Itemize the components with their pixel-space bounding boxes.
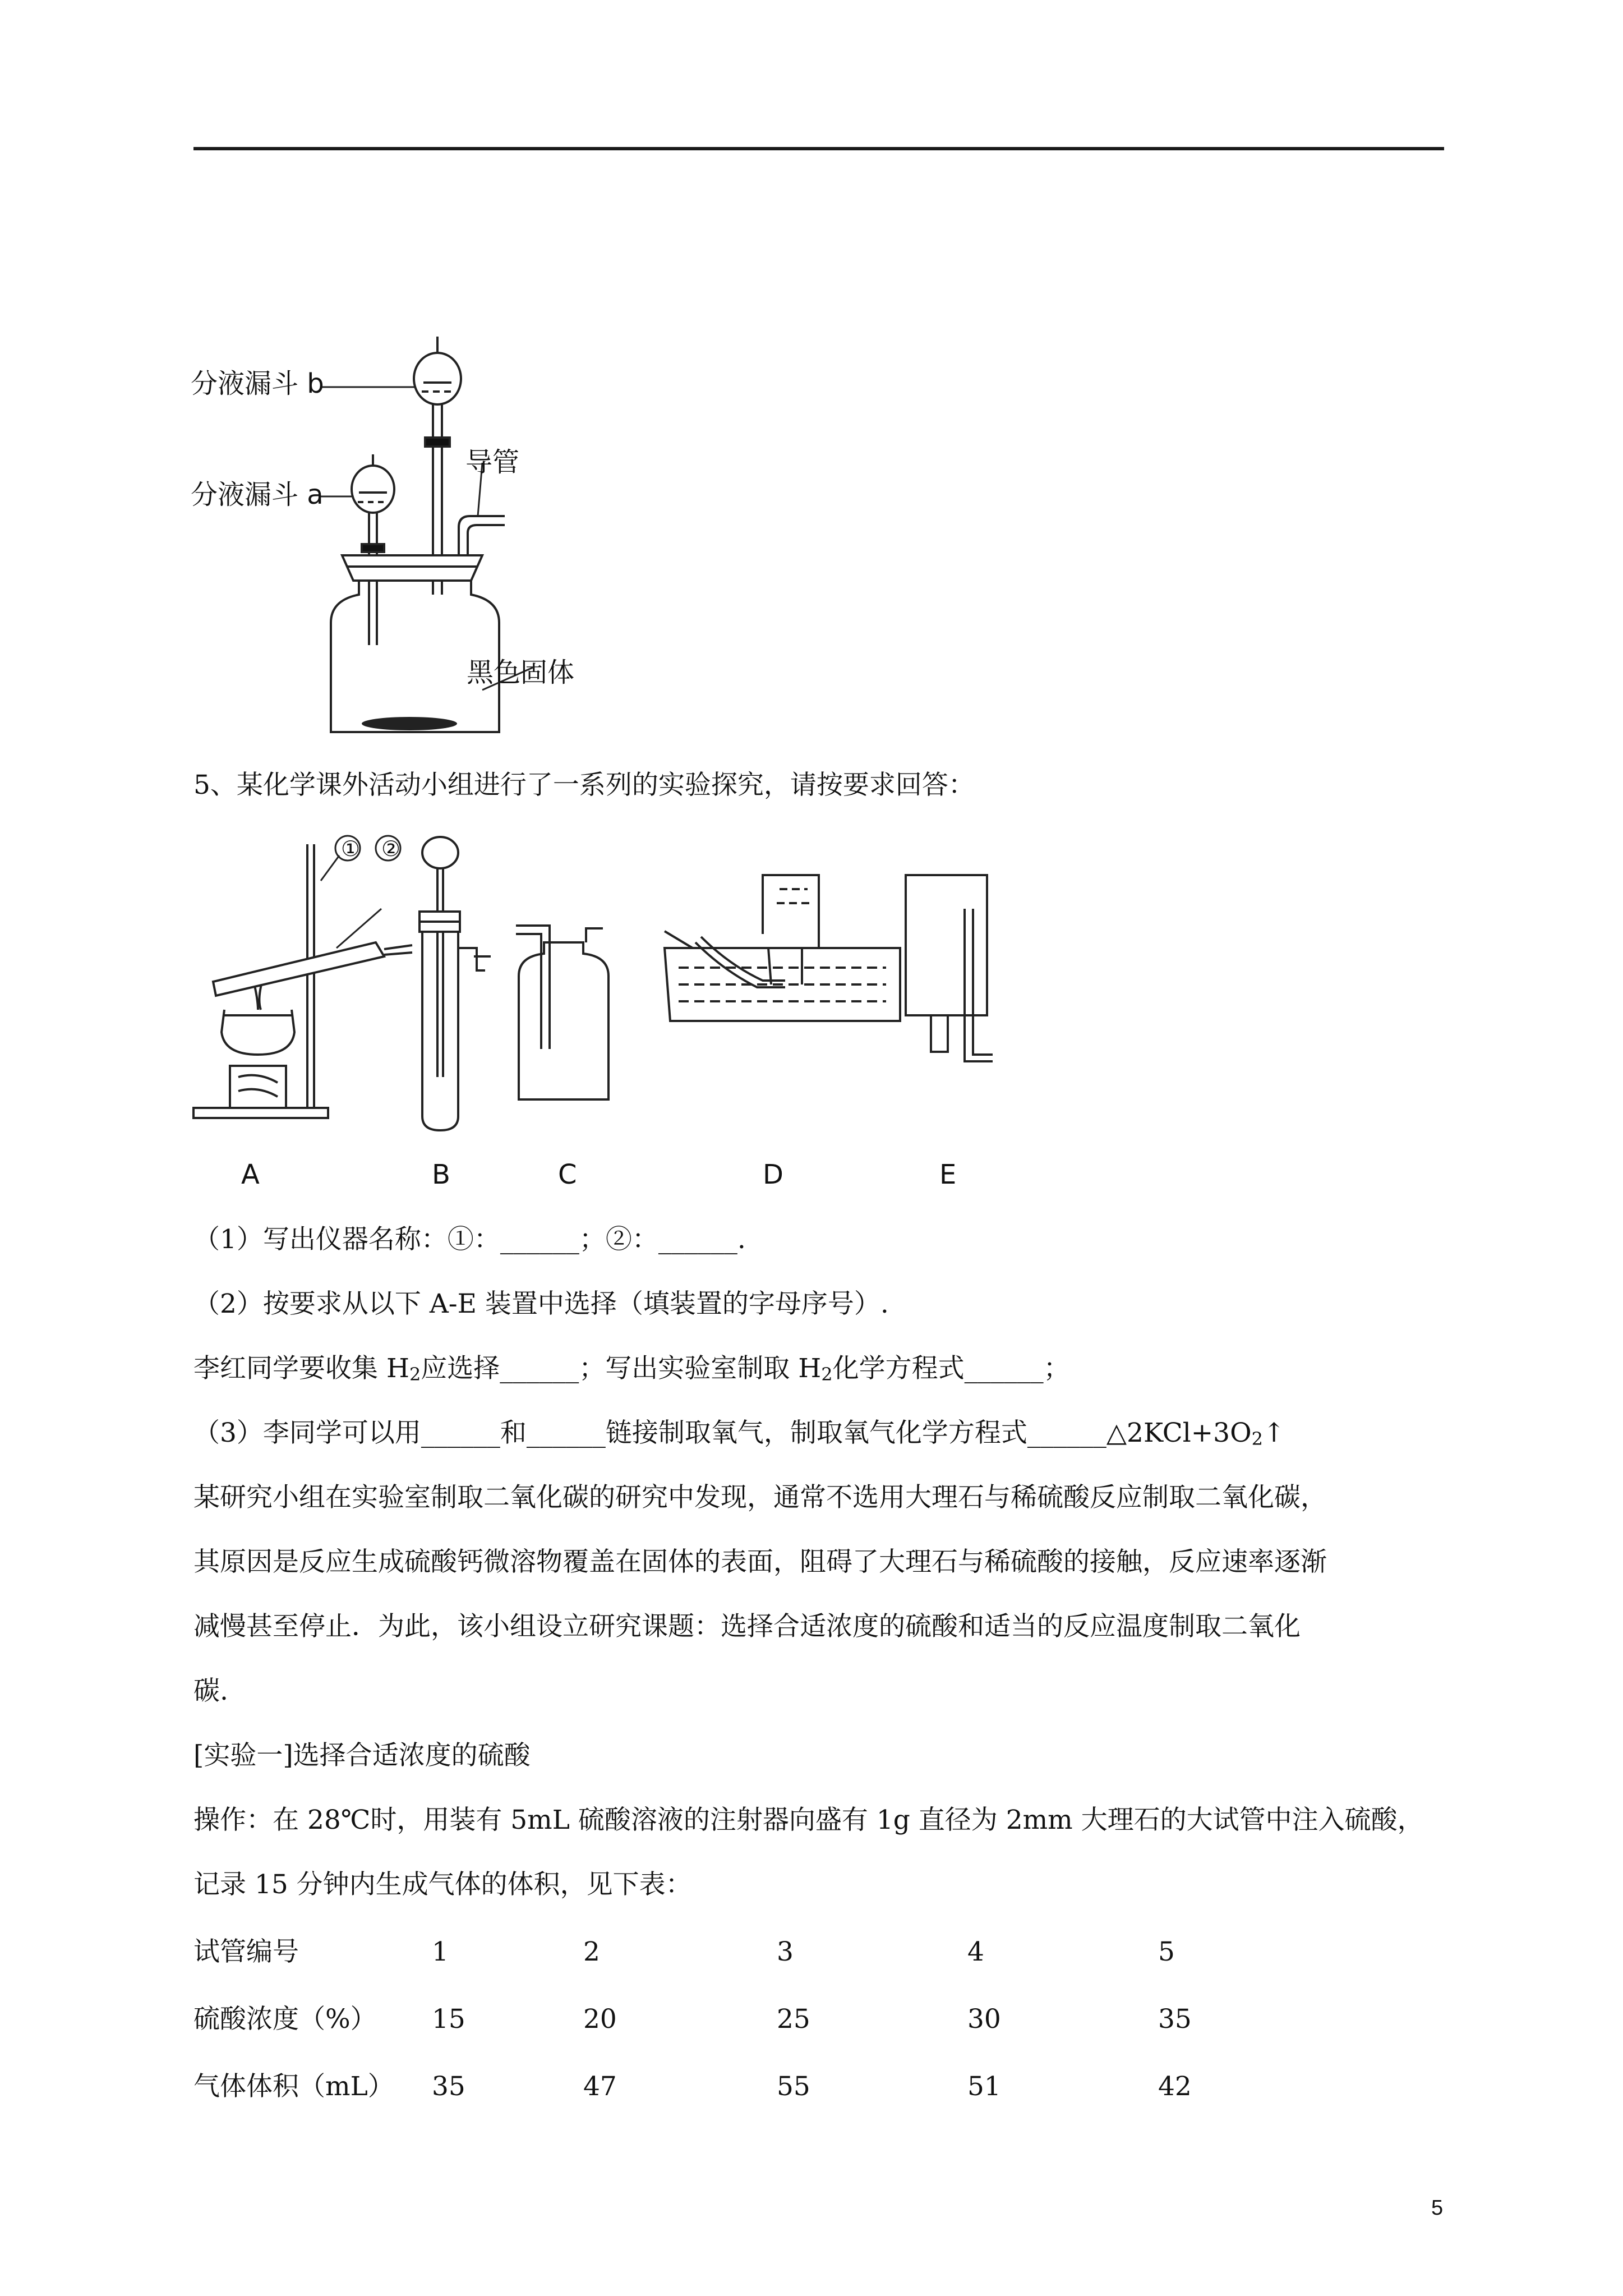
apparatus-label-c: C: [558, 1159, 577, 1190]
operation-line-1: 操作：在 28℃时，用装有 5mL 硫酸溶液的注射器向盛有 1g 直径为 2mm 大理石的大试管中注入硫酸，: [193, 1805, 1424, 1835]
q5-part-3: （3）李同学可以用______和______链接制取氧气，制取氧气化学方程式$\_\_\_\_\_\_\triangle 2KCl+3O_2↑$: [193, 1418, 1285, 1450]
apparatus-a-to-e-figure: [191, 830, 1004, 1200]
q5-part-2-h2: 李红同学要收集 $H_2$应选择______；写出实验室制取 $H_2$化学方程式______；: [193, 1353, 1070, 1385]
apparatus-label-d: D: [763, 1159, 783, 1190]
q5-part-2: （2）按要求从以下 A-E 装置中选择（填装置的字母序号）.: [193, 1289, 889, 1319]
table-cell: 5: [1158, 1936, 1175, 1967]
mark-2: ②: [381, 836, 401, 861]
page-number: 5: [1431, 2196, 1444, 2220]
black-solid-label: 黑色固体: [467, 657, 575, 688]
apparatus-label-e: E: [939, 1159, 957, 1190]
apparatus-label-b: B: [432, 1159, 450, 1190]
research-para-line-2: 其原因是反应生成硫酸钙微溶物覆盖在固体的表面，阻碍了大理石与稀硫酸的接触，反应速率逐渐: [193, 1547, 1327, 1577]
table-cell: 15: [432, 2004, 465, 2035]
table-row-header: 硫酸浓度（%）: [193, 2004, 377, 2035]
q5-part-1: （1）写出仪器名称：①：______；②：______.: [193, 1224, 746, 1255]
table-cell: 1: [432, 1936, 449, 1967]
funnel-b-label: 分液漏斗 b: [191, 368, 324, 399]
question-5-stem: 5、某化学课外活动小组进行了一系列的实验探究，请按要求回答：: [193, 770, 975, 800]
apparatus-label-a: A: [241, 1159, 260, 1190]
header-rule: [193, 147, 1444, 150]
table-cell: 55: [777, 2071, 810, 2102]
funnel-a-label: 分液漏斗 a: [191, 479, 324, 510]
table-cell: 20: [583, 2004, 617, 2035]
table-row-header: 气体体积（mL）: [193, 2071, 394, 2102]
table-cell: 2: [583, 1936, 600, 1967]
table-cell: 51: [967, 2071, 1001, 2102]
table-cell: 30: [967, 2004, 1001, 2035]
table-cell: 25: [777, 2004, 810, 2035]
research-para-line-1: 某研究小组在实验室制取二氧化碳的研究中发现，通常不选用大理石与稀硫酸反应制取二氧化碳，: [193, 1482, 1327, 1513]
experiment-1-title: [实验一]选择合适浓度的硫酸: [193, 1740, 531, 1771]
table-cell: 3: [777, 1936, 794, 1967]
operation-line-2: 记录 15 分钟内生成气体的体积，见下表：: [193, 1869, 692, 1900]
mark-1: ①: [341, 836, 361, 861]
table-cell: 35: [1158, 2004, 1192, 2035]
research-para-line-4: 碳.: [193, 1676, 228, 1706]
table-cell: 42: [1158, 2071, 1192, 2102]
table-cell: 35: [432, 2071, 465, 2102]
research-para-line-3: 减慢甚至停止．为此，该小组设立研究课题：选择合适浓度的硫酸和适当的反应温度制取二氧化: [193, 1611, 1301, 1642]
separatory-funnel-apparatus-figure: [191, 331, 617, 746]
table-cell: 47: [583, 2071, 617, 2102]
tube-label: 导管: [465, 447, 520, 478]
table-cell: 4: [967, 1936, 984, 1967]
table-row-header: 试管编号: [193, 1936, 299, 1967]
